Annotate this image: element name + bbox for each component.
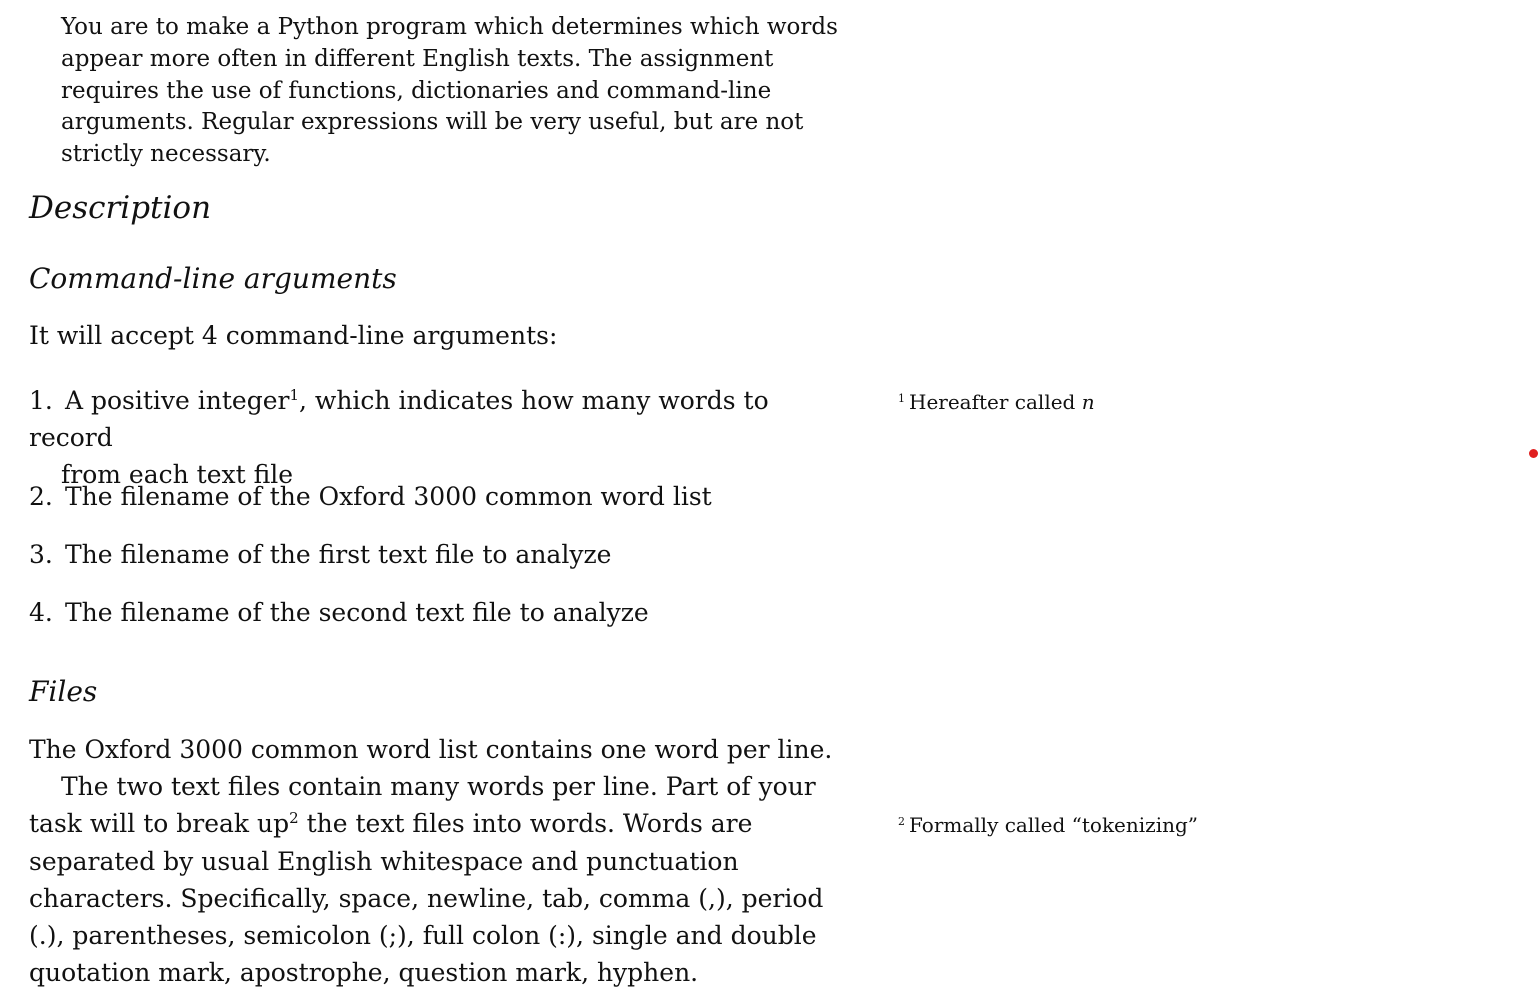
sidenote-text: Formally called “tokenizing” bbox=[909, 813, 1199, 837]
argument-number: 1. bbox=[29, 386, 53, 415]
argument-text: A positive integer bbox=[65, 386, 290, 415]
files-paragraph-2: The two text files contain many words per line. Part of your task will to break up bbox=[29, 772, 816, 839]
argument-item-4 bbox=[29, 594, 829, 631]
files-paragraph-2-cont: the text files into words. Words are separated by usual English whitespace and punctuation characters. Specifically, space, newline, tab, comma (,), period (.), parentheses, semicolon (;), full colon (:), single and double quotation mark, apostrophe, question mark, hyphen. bbox=[29, 809, 824, 988]
files-heading: Files bbox=[29, 675, 98, 708]
argument-text: The filename of the first text file to analyze bbox=[65, 540, 612, 569]
argument-number: 4. bbox=[29, 598, 53, 627]
argument-item-3 bbox=[29, 536, 829, 573]
sidenote-math: n bbox=[1081, 390, 1095, 414]
argument-number: 2. bbox=[29, 482, 53, 511]
command-line-heading: Command-line arguments bbox=[29, 262, 397, 295]
sidenote-1 bbox=[898, 389, 1095, 415]
files-paragraph-1: The Oxford 3000 common word list contains one word per line. bbox=[29, 735, 833, 764]
intro-paragraph: You are to make a Python program which determines which words appear more often in different English texts. The assignment requires the use of functions, dictionaries and command-line arguments. Regular expressions will be very useful, but are not strictly necessary. bbox=[61, 14, 838, 168]
description-heading: Description bbox=[29, 190, 212, 226]
sidenote-number: 1 bbox=[898, 392, 905, 405]
argument-item-1 bbox=[29, 382, 829, 493]
argument-continuation: from each text file bbox=[61, 460, 294, 489]
red-dot-marker bbox=[1529, 449, 1538, 458]
footnote-ref-1: 1 bbox=[289, 386, 300, 404]
argument-item-2 bbox=[29, 478, 829, 515]
footnote-ref-2: 2 bbox=[289, 809, 299, 828]
sidenote-text: Hereafter called bbox=[909, 390, 1082, 414]
argument-text: The filename of the Oxford 3000 common word list bbox=[65, 482, 712, 511]
sidenote-2 bbox=[898, 812, 1198, 838]
argument-text-cont: , which indicates how many words to record bbox=[29, 386, 769, 452]
files-section-text bbox=[29, 731, 849, 991]
argument-text: The filename of the second text file to analyze bbox=[65, 598, 649, 627]
arguments-lead: It will accept 4 command-line arguments: bbox=[29, 321, 558, 350]
sidenote-number: 2 bbox=[898, 815, 905, 828]
argument-number: 3. bbox=[29, 540, 53, 569]
